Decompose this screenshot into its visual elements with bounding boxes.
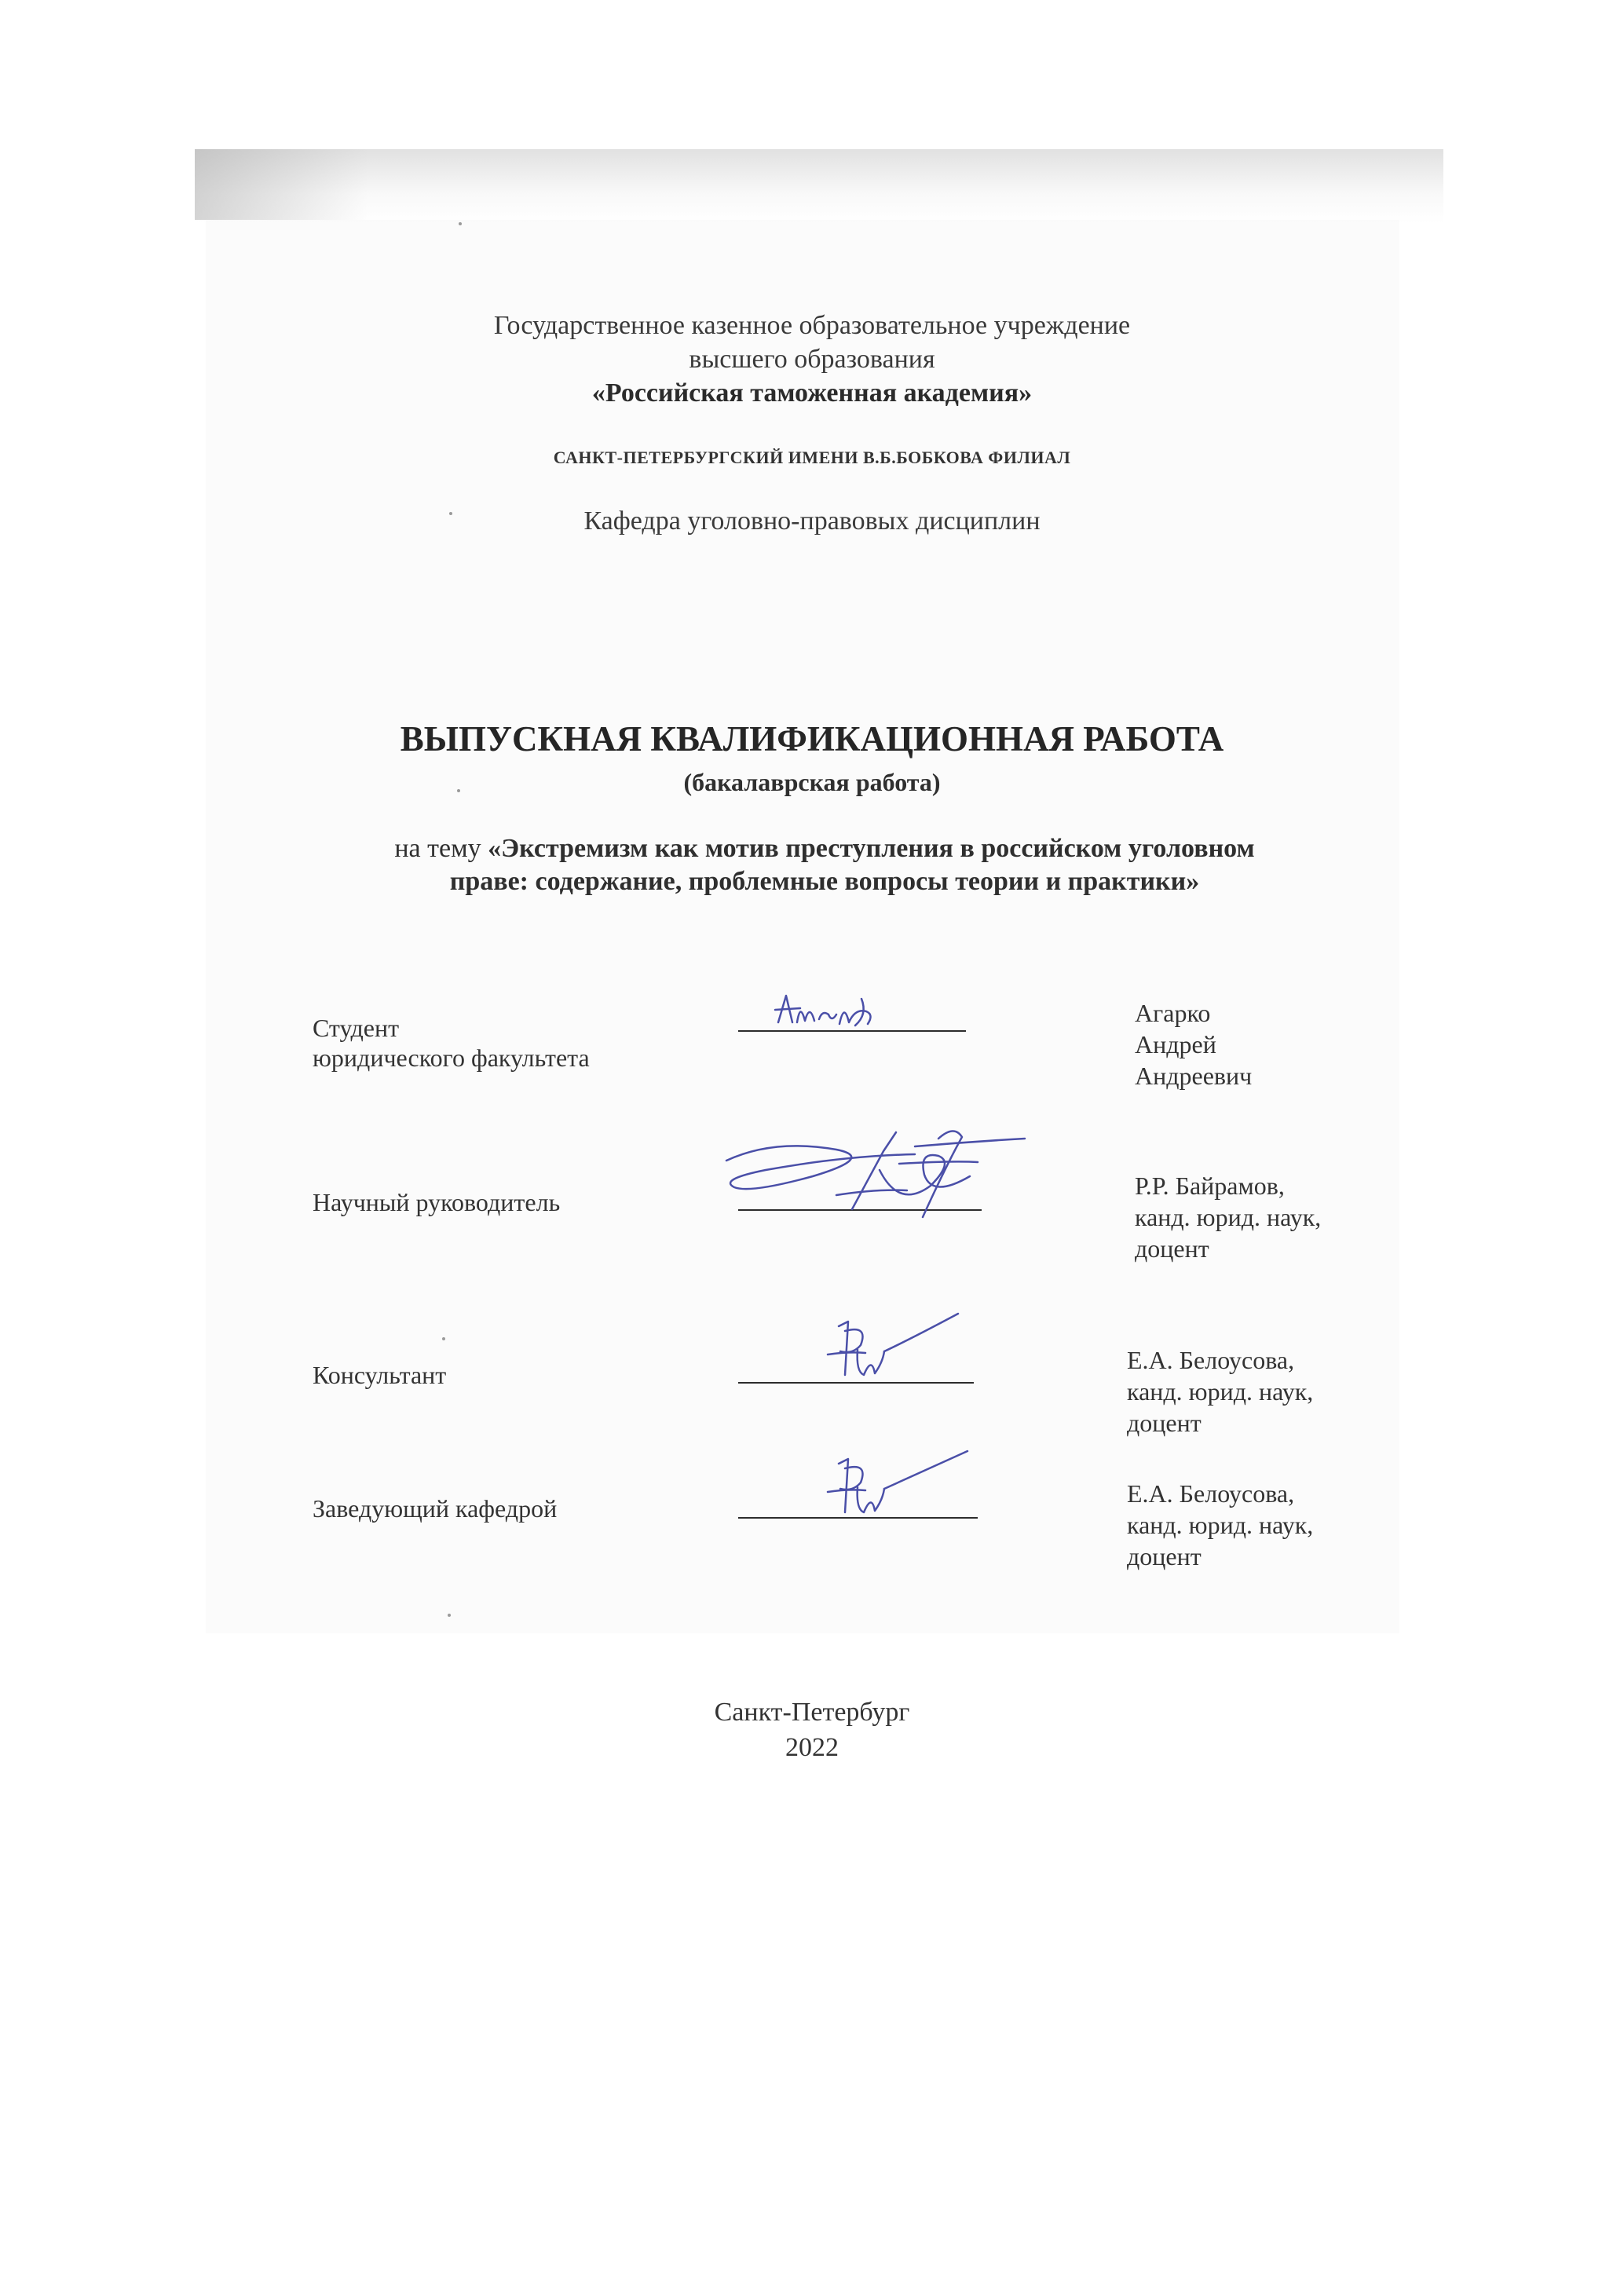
name-line: Р.Р. Байрамов,	[1135, 1172, 1285, 1200]
academy-name: «Российская таможенная академия»	[591, 378, 1033, 408]
thesis-topic	[236, 832, 1414, 898]
name-line: доцент	[1127, 1409, 1202, 1437]
institution-line-1: Государственное казенное образовательное учреждение	[493, 311, 1131, 340]
signatory-role-head-of-department	[313, 1493, 557, 1523]
handwritten-signature	[817, 1307, 974, 1386]
document-title: ВЫПУСКНАЯ КВАЛИФИКАЦИОННАЯ РАБОТА	[400, 719, 1224, 759]
signatory-role-consultant	[313, 1360, 446, 1390]
department-name: Кафедра уголовно-правовых дисциплин	[583, 506, 1041, 536]
name-line: Е.А. Белоусова,	[1127, 1479, 1295, 1508]
branch-name: САНКТ-ПЕТЕРБУРГСКИЙ ИМЕНИ В.Б.БОБКОВА ФИЛИАЛ	[553, 448, 1071, 467]
signatory-name-student	[1135, 997, 1252, 1091]
scan-shadow-top	[195, 149, 1443, 224]
footer-city: Санкт-Петербург	[714, 1698, 910, 1727]
role-line: Заведующий кафедрой	[313, 1494, 558, 1523]
handwritten-signature	[774, 991, 891, 1038]
signatory-name-consultant	[1127, 1344, 1313, 1439]
institution-line-2: высшего образования	[689, 345, 935, 374]
scan-speck	[442, 1337, 445, 1340]
name-line: доцент	[1135, 1234, 1209, 1263]
topic-title-line-2: праве: содержание, проблемные вопросы теории и практики»	[449, 867, 1200, 896]
topic-prefix: на тему	[394, 834, 488, 863]
topic-title-line-1: «Экстремизм как мотив преступления в российском уголовном	[488, 834, 1255, 863]
footer-year: 2022	[785, 1733, 839, 1762]
thesis-topic-line-1	[236, 832, 1414, 865]
name-line: канд. юрид. наук,	[1135, 1203, 1322, 1231]
document-subtitle: (бакалаврская работа)	[683, 768, 941, 796]
role-line: Консультант	[313, 1361, 447, 1389]
scan-speck	[459, 222, 462, 225]
name-line: Агарко	[1135, 999, 1211, 1027]
signatory-name-supervisor	[1135, 1170, 1321, 1264]
name-line: канд. юрид. наук,	[1127, 1377, 1314, 1406]
signatory-role-student	[313, 1013, 590, 1073]
name-line: Андреевич	[1135, 1062, 1253, 1090]
name-line: Е.А. Белоусова,	[1127, 1346, 1295, 1374]
role-line: Научный руководитель	[313, 1188, 561, 1216]
name-line: Андрей	[1135, 1030, 1216, 1058]
scan-shadow-corner	[195, 149, 368, 220]
name-line: канд. юрид. наук,	[1127, 1511, 1314, 1539]
handwritten-signature	[817, 1443, 982, 1522]
scan-speck	[448, 1614, 451, 1617]
name-line: доцент	[1127, 1542, 1202, 1570]
signatory-name-head-of-department	[1127, 1478, 1313, 1572]
role-line: Студент	[313, 1014, 400, 1042]
role-line: юридического факультета	[313, 1044, 590, 1072]
signatory-role-supervisor	[313, 1187, 560, 1217]
handwritten-signature	[719, 1115, 1033, 1225]
